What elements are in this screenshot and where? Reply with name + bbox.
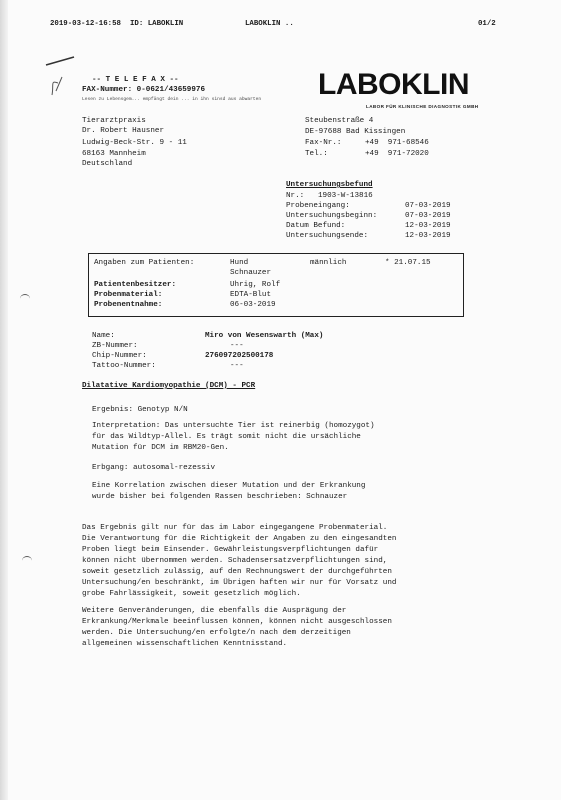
disclaimer-line: soweit gesetzlich zulässig, auf den Rechnungswert der durchgeführten: [82, 568, 392, 576]
disclaimer-line: Das Ergebnis gilt nur für das im Labor eingegangene Probenmaterial.: [82, 524, 388, 532]
further-note-line: Weitere Genveränderungen, die ebenfalls die Ausprägung der: [82, 607, 347, 615]
scan-edge-shadow: [0, 0, 8, 800]
report-row-value: 07-03-2019: [405, 212, 451, 220]
patient-owner-value: Uhrig, Rolf: [230, 281, 281, 289]
report-nr-value: 1903-W-13816: [318, 192, 373, 200]
lab-tel-value: +49 971-72020: [365, 150, 429, 158]
report-title: Untersuchungsbefund: [286, 181, 373, 189]
animal-tattoo-value: ---: [230, 362, 244, 370]
recipient-city: 68163 Mannheim: [82, 150, 146, 158]
patient-material-value: EDTA-Blut: [230, 291, 272, 299]
report-row-label: Datum Befund:: [286, 222, 346, 230]
report-row-label: Untersuchungsende:: [286, 232, 369, 240]
further-note-line: werden. Die Untersuchung/en erfolgte/n nach dem derzeitigen: [82, 629, 351, 637]
report-row-value: 12-03-2019: [405, 222, 451, 230]
pen-scribble: [44, 55, 84, 115]
telefax-number: FAX-Nummer: 0-0621/43659976: [82, 86, 206, 94]
recipient-name: Dr. Robert Hausner: [82, 127, 165, 135]
animal-chip-value: 276097202500178: [205, 352, 274, 360]
fax-sender: LABOKLIN ..: [245, 20, 294, 28]
telefax-title: -- T E L E F A X --: [92, 76, 179, 84]
animal-name-label: Name:: [92, 332, 115, 340]
recipient-country: Deutschland: [82, 160, 133, 168]
report-row-value: 12-03-2019: [405, 232, 451, 240]
further-note-line: allgemeinen wissenschaftlichen Kenntnisstand.: [82, 640, 288, 648]
test-inheritance: Erbgang: autosomal-rezessiv: [92, 464, 216, 472]
patient-sex: männlich: [310, 259, 347, 267]
recipient-street: Ludwig-Beck-Str. 9 - 11: [82, 139, 187, 147]
report-row-label: Untersuchungsbeginn:: [286, 212, 378, 220]
patient-date-label: Probenentnahme:: [94, 301, 163, 309]
disclaimer-line: können nicht übernommen werden. Schadensersatzverpflichtungen sind,: [82, 557, 388, 565]
test-interpretation-line: Interpretation: Das untersuchte Tier ist reinerbig (homozygot): [92, 422, 375, 430]
logo-tagline: LABOR FÜR KLINISCHE DIAGNOSTIK GMBH: [366, 104, 479, 109]
disclaimer-line: Untersuchung/en beschränkt, im Übrigen haften wir nur für Vorsatz und: [82, 579, 397, 587]
animal-name-value: Miro von Wesenswarth (Max): [205, 332, 324, 340]
disclaimer-line: Proben liegt beim Einsender. Gewährleistungsverpflichtungen dafür: [82, 546, 379, 554]
test-correlation-line: Eine Korrelation zwischen dieser Mutation und der Erkrankung: [92, 482, 366, 490]
lab-street: Steubenstraße 4: [305, 117, 374, 125]
test-interpretation-line: Mutation für DCM im RBM20-Gen.: [92, 444, 229, 452]
animal-chip-label: Chip-Nummer:: [92, 352, 147, 360]
lab-fax-value: +49 971-68546: [365, 139, 429, 147]
patient-date-value: 06-03-2019: [230, 301, 276, 309]
report-nr-label: Nr.:: [286, 192, 305, 200]
test-result: Ergebnis: Genotyp N/N: [92, 406, 188, 414]
laboklin-logo: [318, 70, 493, 112]
test-interpretation-line: für das Wildtyp-Allel. Es trägt somit nicht die ursächliche: [92, 433, 361, 441]
test-correlation-line: wurde bisher bei folgenden Rassen beschrieben: Schnauzer: [92, 493, 348, 501]
lab-fax-label: Fax-Nr.:: [305, 139, 342, 147]
fax-page-number: 01/2: [478, 20, 496, 28]
patient-owner-label: Patientenbesitzer:: [94, 281, 177, 289]
punch-hole-mark: [20, 294, 30, 303]
report-row-label: Probeneingang:: [286, 202, 350, 210]
disclaimer-line: Die Verantwortung für die Richtigkeit der Angaben zu den eingesandten: [82, 535, 397, 543]
animal-zb-value: ---: [230, 342, 244, 350]
disclaimer-line: grobe Fahrlässigkeit, soweit gesetzlich möglich.: [82, 590, 301, 598]
animal-zb-label: ZB-Nummer:: [92, 342, 138, 350]
fax-id: ID: LABOKLIN: [130, 20, 184, 28]
report-row-value: 07-03-2019: [405, 202, 451, 210]
lab-city: DE-97688 Bad Kissingen: [305, 128, 406, 136]
fax-timestamp: 2019-03-12-16:58: [50, 20, 121, 28]
animal-tattoo-label: Tattoo-Nummer:: [92, 362, 156, 370]
patient-material-label: Probenmaterial:: [94, 291, 163, 299]
patient-breed: Schnauzer: [230, 269, 272, 277]
telefax-notice: Lesen zu Lebensgem... empfängt dein ... in ihn sinsd aus abwarten: [82, 97, 262, 102]
patient-box-title: Angaben zum Patienten:: [94, 259, 195, 267]
lab-tel-label: Tel.:: [305, 150, 328, 158]
further-note-line: Erkrankung/Merkmale beeinflussen können, können nicht ausgeschlossen: [82, 618, 392, 626]
recipient-practice: Tierarztpraxis: [82, 117, 146, 125]
logo-wordmark: LABOKLIN: [318, 68, 469, 101]
punch-hole-mark: [22, 556, 32, 565]
patient-species: Hund: [230, 259, 249, 267]
patient-birthdate: * 21.07.15: [385, 259, 431, 267]
test-title: Dilatative Kardiomyopathie (DCM) - PCR: [82, 382, 256, 390]
